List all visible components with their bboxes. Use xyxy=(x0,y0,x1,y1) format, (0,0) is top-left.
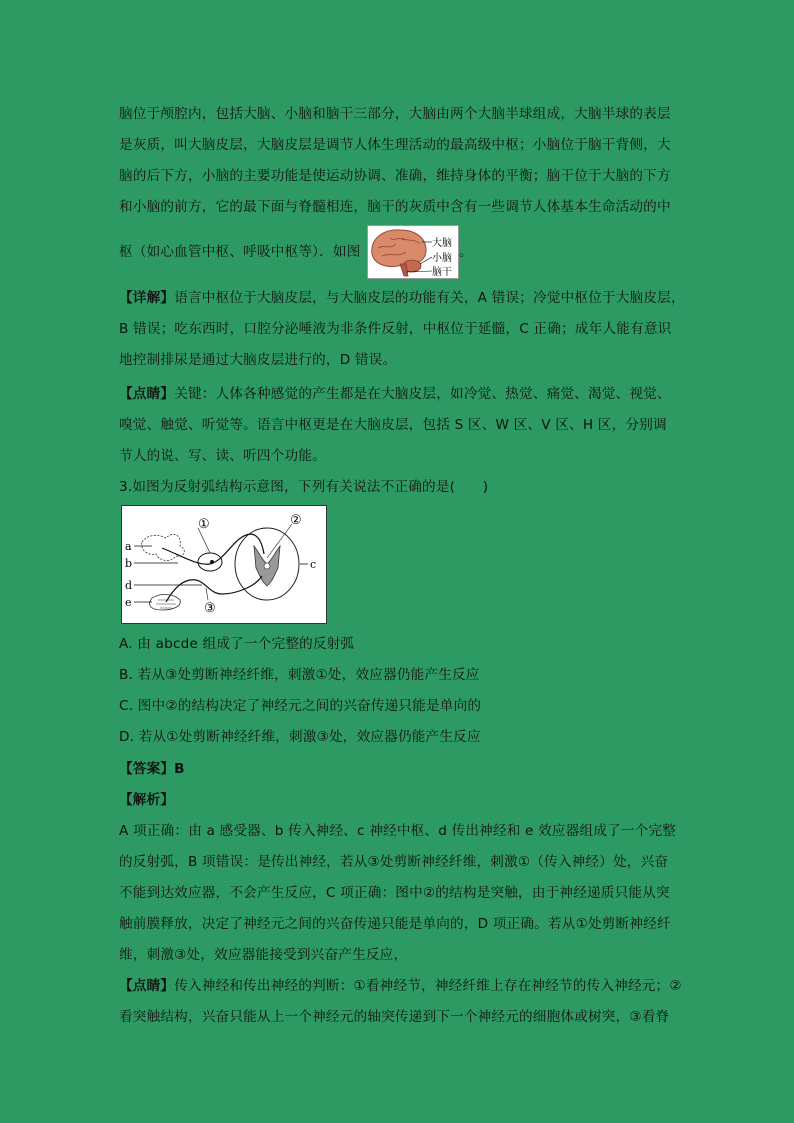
analysis-heading: 【解析】 xyxy=(119,792,175,808)
text-line: 维，刺激③处，效应器能接受到兴奋产生反应， xyxy=(119,947,408,963)
label-e: e xyxy=(125,596,132,609)
label-d: d xyxy=(125,579,133,592)
label-brainstem: 脑干 xyxy=(432,267,452,278)
tip-paragraph-line: 【点睛】关键：人体各种感觉的产生都是在大脑皮层，如冷觉、热觉、痛觉、渴觉、视觉、 xyxy=(119,386,671,402)
text-line: 脑的后下方，小脑的主要功能是使运动协调、准确，维持身体的平衡；脑干位于大脑的下方 xyxy=(119,168,671,184)
label-circle-1: ① xyxy=(198,517,210,532)
text-line: 触前膜释放，决定了神经元之间的兴奋传递只能是单向的，D 项正确。若从①处剪断神经纤 xyxy=(119,916,671,932)
text-line: 地控制排尿是通过大脑皮层进行的，D 错误。 xyxy=(119,352,397,368)
text-line: 。 xyxy=(459,244,473,260)
text-line: 不能到达效应器，不会产生反应，C 项正确：图中②的结构是突触，由于神经递质只能从突 xyxy=(119,885,670,901)
tip2-tag: 【点睛】 xyxy=(119,978,175,994)
text-line: 脑位于颅腔内，包括大脑、小脑和脑干三部分，大脑由两个大脑半球组成，大脑半球的表层 xyxy=(119,106,671,122)
text-line: 是灰质，叫大脑皮层，大脑皮层是调节人体生理活动的最高级中枢；小脑位于脑干背侧，大 xyxy=(119,137,671,153)
option-b: B. 若从③处剪断神经纤维，刺激①处，效应器仍能产生反应 xyxy=(119,667,480,683)
text-line: B 错误；吃东西时，口腔分泌唾液为非条件反射，中枢位于延髓，C 正确；成年人能有意识 xyxy=(119,321,672,337)
detail-paragraph-line: 【详解】语言中枢位于大脑皮层，与大脑皮层的功能有关，A 错误；冷觉中枢位于大脑皮层， xyxy=(119,290,685,306)
text-line: 嗅觉、触觉、听觉等。语言中枢更是在大脑皮层，包括 S 区、W 区、V 区、H 区，分别调 xyxy=(119,417,667,433)
text-line: A 项正确：由 a 感受器、b 传入神经、c 神经中枢、d 传出神经和 e 效应器组成了一个完整 xyxy=(119,823,677,839)
option-c: C. 图中②的结构决定了神经元之间的兴奋传递只能是单向的 xyxy=(119,698,482,714)
tip-tag: 【点睛】 xyxy=(119,386,175,402)
answer-line: 【答案】B xyxy=(119,761,185,777)
text-line: 看突触结构，兴奋只能从上一个神经元的轴突传递到下一个神经元的细胞体或树突，③看脊 xyxy=(119,1009,670,1025)
text-line: 节人的说、写、读、听四个功能。 xyxy=(119,448,326,464)
text-line: 的反射弧，B 项错误：是传出神经，若从③处剪断神经纤维，刺激①（传入神经）处，兴奋 xyxy=(119,854,669,870)
option-d: D. 若从①处剪断神经纤维，刺激③处，效应器仍能产生反应 xyxy=(119,729,481,745)
label-cerebrum: 大脑 xyxy=(432,238,452,249)
question-3-stem: 3.如图为反射弧结构示意图，下列有关说法不正确的是( ) xyxy=(119,479,489,495)
label-cerebellum: 小脑 xyxy=(432,253,452,264)
text-line: 枢（如心血管中枢、呼吸中枢等）．如图 xyxy=(119,244,361,260)
option-a: A. 由 abcde 组成了一个完整的反射弧 xyxy=(119,636,355,652)
label-a: a xyxy=(125,540,132,553)
detail-tag: 【详解】 xyxy=(119,290,175,306)
brain-figure xyxy=(367,225,459,279)
label-c: c xyxy=(310,558,317,571)
label-circle-2: ② xyxy=(290,513,302,528)
label-b: b xyxy=(125,557,133,570)
text-line: 和小脑的前方，它的最下面与脊髓相连，脑干的灰质中含有一些调节人体基本生命活动的中 xyxy=(119,199,671,215)
label-circle-3: ③ xyxy=(204,601,216,616)
reflex-arc-figure xyxy=(121,505,327,624)
tip2-paragraph-line: 【点睛】传入神经和传出神经的判断：①看神经节，神经纤维上存在神经节的传入神经元；② xyxy=(119,978,682,994)
